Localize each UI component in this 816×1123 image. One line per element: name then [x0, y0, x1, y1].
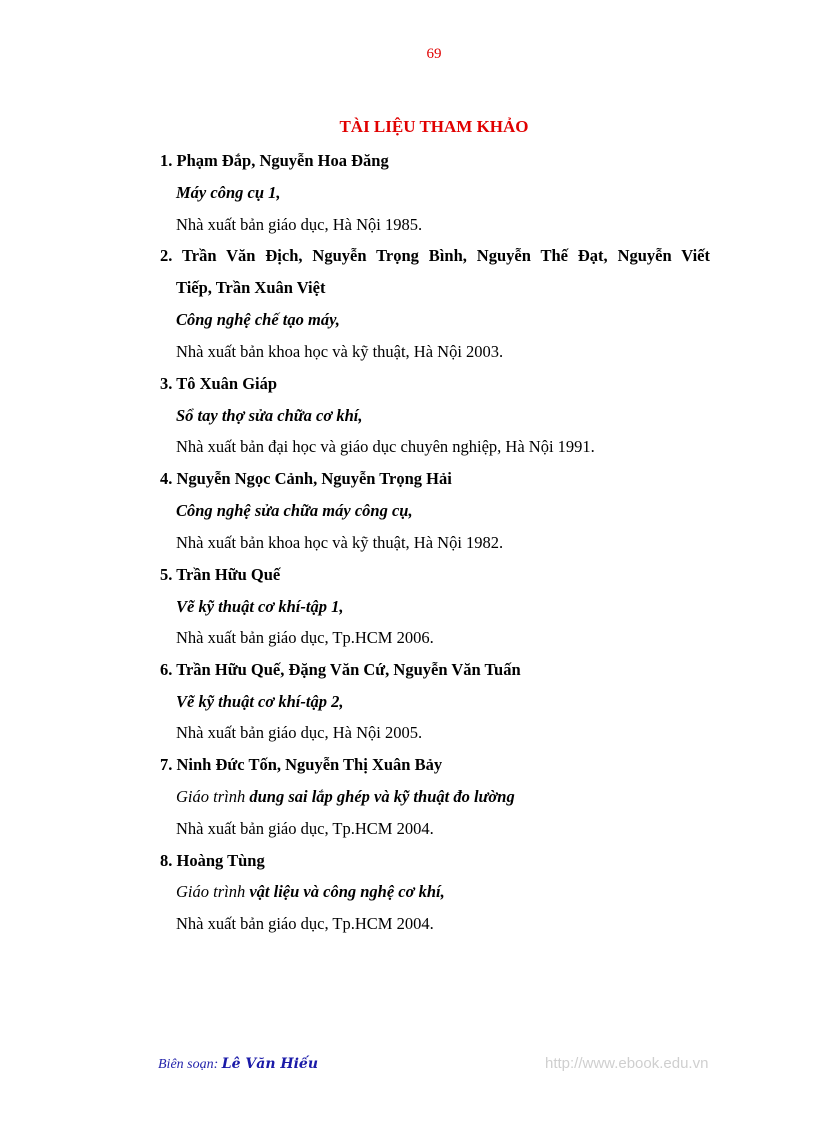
reference-3-publisher: Nhà xuất bản đại học và giáo dục chuyên nghiệp, Hà Nội 1991. — [176, 437, 595, 456]
reference-4-publisher: Nhà xuất bản khoa học và kỹ thuật, Hà Nội 1982. — [176, 533, 504, 552]
reference-2-book: Công nghệ chế tạo máy, — [176, 310, 340, 329]
footer-author-name: Lê Văn Hiếu — [221, 1056, 319, 1072]
reference-8-book-title: vật liệu và công nghệ cơ khí, — [249, 882, 445, 901]
reference-7-book — [176, 787, 515, 807]
reference-7-book-title: dung sai lắp ghép và kỹ thuật đo lường — [249, 787, 515, 806]
reference-1-book: Máy công cụ 1, — [176, 183, 281, 202]
reference-8-publisher: Nhà xuất bản giáo dục, Tp.HCM 2004. — [176, 914, 434, 933]
reference-6-publisher: Nhà xuất bản giáo dục, Hà Nội 2005. — [176, 723, 423, 742]
reference-7-author: 7. Ninh Đức Tốn, Nguyễn Thị Xuân Bảy — [160, 755, 443, 774]
reference-6-author: 6. Trần Hữu Quế, Đặng Văn Cứ, Nguyễn Văn Tuấn — [160, 660, 521, 679]
reference-5-book: Vẽ kỹ thuật cơ khí-tập 1, — [176, 597, 344, 616]
reference-4-book: Công nghệ sửa chữa máy công cụ, — [176, 501, 413, 520]
reference-5-publisher: Nhà xuất bản giáo dục, Tp.HCM 2006. — [176, 628, 434, 647]
reference-2-publisher: Nhà xuất bản khoa học và kỹ thuật, Hà Nội 2003. — [176, 342, 504, 361]
reference-2-author-line2: Tiếp, Trần Xuân Việt — [176, 278, 326, 297]
reference-7-publisher: Nhà xuất bản giáo dục, Tp.HCM 2004. — [176, 819, 434, 838]
reference-7-book-prefix: Giáo trình — [176, 787, 246, 806]
footer-url: http://www.ebook.edu.vn — [545, 1055, 709, 1072]
reference-6-book: Vẽ kỹ thuật cơ khí-tập 2, — [176, 692, 344, 711]
reference-8-book — [176, 882, 445, 902]
reference-3-author: 3. Tô Xuân Giáp — [160, 374, 278, 393]
reference-5-author: 5. Trần Hữu Quế — [160, 565, 281, 584]
reference-8-author: 8. Hoàng Tùng — [160, 851, 265, 870]
reference-1-publisher: Nhà xuất bản giáo dục, Hà Nội 1985. — [176, 215, 423, 234]
reference-2-author-line1: 2. Trần Văn Địch, Nguyễn Trọng Bình, Nguyễn Thế Đạt, Nguyễn Viết — [160, 246, 710, 265]
reference-8-book-prefix: Giáo trình — [176, 882, 246, 901]
footer-author — [158, 1056, 318, 1073]
footer-label: Biên soạn: — [158, 1057, 219, 1072]
reference-3-book: Sổ tay thợ sửa chữa cơ khí, — [176, 406, 363, 425]
page-number: 69 — [426, 46, 442, 62]
reference-1-author: 1. Phạm Đắp, Nguyễn Hoa Đăng — [160, 151, 389, 170]
page-title: TÀI LIỆU THAM KHẢO — [339, 117, 529, 136]
reference-4-author: 4. Nguyễn Ngọc Cảnh, Nguyễn Trọng Hải — [160, 469, 452, 488]
